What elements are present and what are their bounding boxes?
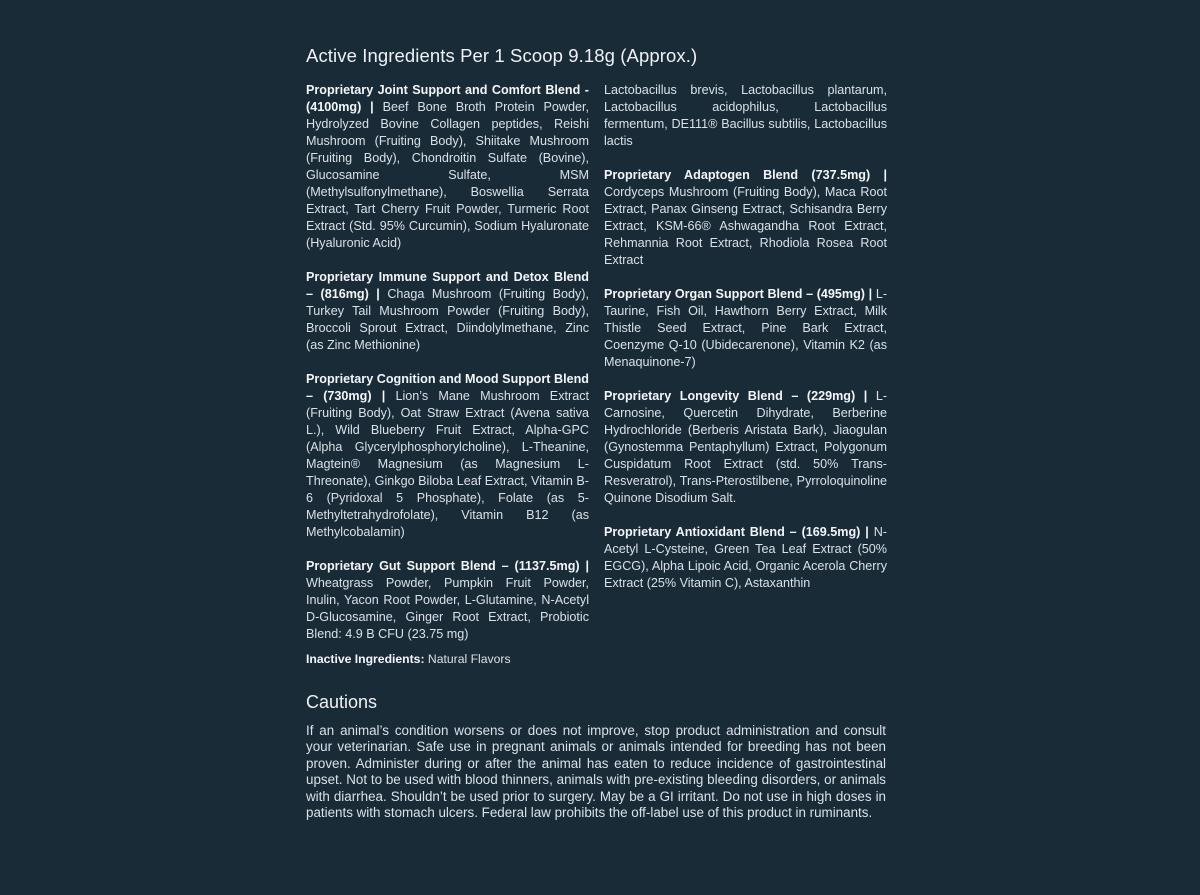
blend-name: Proprietary Organ Support Blend – (495mg) | <box>604 287 873 301</box>
ingredients-left-column <box>306 82 589 660</box>
blend-gut-support-continued <box>604 82 887 150</box>
blend-name: Proprietary Joint Support and Comfort Blend - (4100mg) | <box>306 83 589 114</box>
inactive-ingredients <box>306 651 511 668</box>
blend-name: Proprietary Gut Support Blend – (1137.5mg) | <box>306 559 589 573</box>
active-ingredients-title: Active Ingredients Per 1 Scoop 9.18g (Approx.) <box>306 45 698 66</box>
blend-name: Proprietary Immune Support and Detox Blend – (816mg) | <box>306 270 589 301</box>
blend-organ-support <box>604 286 887 371</box>
cautions-title: Cautions <box>306 692 378 712</box>
blend-items: Lion’s Mane Mushroom Extract (Fruiting Body), Oat Straw Extract (Avena sativa L.), Wild Blueberry Fruit Extract, Alpha-GPC (Alpha Glycerylphosphorylcholine), L-Theanine, Magtein® Magnesium (as Magnesium L-Threonate), Ginkgo Biloba Leaf Extract, Vitamin B-6 (Pyridoxal 5 Phosphate), Folate (as 5-Methyltetrahydrofolate), Vitamin B12 (as Methylcobalamin) <box>306 389 589 539</box>
blend-items: Beef Bone Broth Protein Powder, Hydrolyzed Bovine Collagen peptides, Reishi Mushroom (Fruiting Body), Shiitake Mushroom (Fruiting Body), Chondroitin Sulfate (Bovine), Glucosamine Sulfate, MSM (Methylsulfonylmethane), Boswellia Serrata Extract, Tart Cherry Fruit Powder, Turmeric Root Extract (Std. 95% Curcumin), Sodium Hyaluronate (Hyaluronic Acid) <box>306 100 589 250</box>
blend-name: Proprietary Antioxidant Blend – (169.5mg) | <box>604 525 869 539</box>
blend-name: Proprietary Longevity Blend – (229mg) | <box>604 389 868 403</box>
blend-name: Proprietary Cognition and Mood Support Blend – (730mg) | <box>306 372 589 403</box>
blend-name: Proprietary Adaptogen Blend (737.5mg) | <box>604 168 887 182</box>
blend-items: L-Carnosine, Quercetin Dihydrate, Berberine Hydrochloride (Berberis Aristata Bark), Jiaogulan (Gynostemma Pentaphyllum) Extract, Polygonum Cuspidatum Root Extract (std. 50% Trans-Resveratrol), Trans-Pterostilbene, Pyrroloquinoline Quinone Disodium Salt. <box>604 389 888 505</box>
blend-immune-support <box>306 269 589 354</box>
blend-adaptogen <box>604 167 887 269</box>
blend-items: Wheatgrass Powder, Pumpkin Fruit Powder, Inulin, Yacon Root Powder, L-Glutamine, N-Acetyl D-Glucosamine, Ginger Root Extract, Probiotic Blend: 4.9 B CFU (23.75 mg) <box>306 576 589 641</box>
blend-items: L-Taurine, Fish Oil, Hawthorn Berry Extract, Milk Thistle Seed Extract, Pine Bark Extract, Coenzyme Q-10 (Ubidecarenone), Vitamin K2 (as Menaquinone-7) <box>604 287 888 369</box>
cautions-text: If an animal’s condition worsens or does not improve, stop product administration and consult your veterinarian. Safe use in pregnant animals or animals intended for breeding has not been proven. Administer during or after the animal has eaten to reduce incidence of gastrointestinal upset. Not to be used with blood thinners, animals with pre-existing bleeding disorders, or animals with diarrhea. Shouldn’t be used prior to surgery. May be a GI irritant. Do not use in high doses in patients with stomach ulcers. Federal law prohibits the off-label use of this product in ruminants. <box>306 723 886 821</box>
blend-items: Cordyceps Mushroom (Fruiting Body), Maca Root Extract, Panax Ginseng Extract, Schisandra Berry Extract, KSM-66® Ashwagandha Root Extract, Rehmannia Root Extract, Rhodiola Rosea Root Extract <box>604 185 887 267</box>
inactive-ingredients-value: Natural Flavors <box>427 652 511 666</box>
blend-cognition-mood <box>306 371 589 541</box>
blend-longevity <box>604 388 887 507</box>
blend-items: N-Acetyl L-Cysteine, Green Tea Leaf Extract (50% EGCG), Alpha Lipoic Acid, Organic Acerola Cherry Extract (25% Vitamin C), Astaxanthin <box>604 525 887 590</box>
blend-items: Chaga Mushroom (Fruiting Body), Turkey Tail Mushroom Powder (Fruiting Body), Broccoli Sprout Extract, Diindolylmethane, Zinc (as Zinc Methionine) <box>306 287 589 352</box>
blend-gut-support <box>306 558 589 643</box>
blend-joint-support <box>306 82 589 252</box>
blend-antioxidant <box>604 524 887 592</box>
ingredients-right-column <box>604 82 887 609</box>
inactive-ingredients-label: Inactive Ingredients: <box>306 652 425 666</box>
blend-items: Lactobacillus brevis, Lactobacillus plantarum, Lactobacillus acidophilus, Lactobacillus fermentum, DE111® Bacillus subtilis, Lactobacillus lactis <box>604 83 887 148</box>
